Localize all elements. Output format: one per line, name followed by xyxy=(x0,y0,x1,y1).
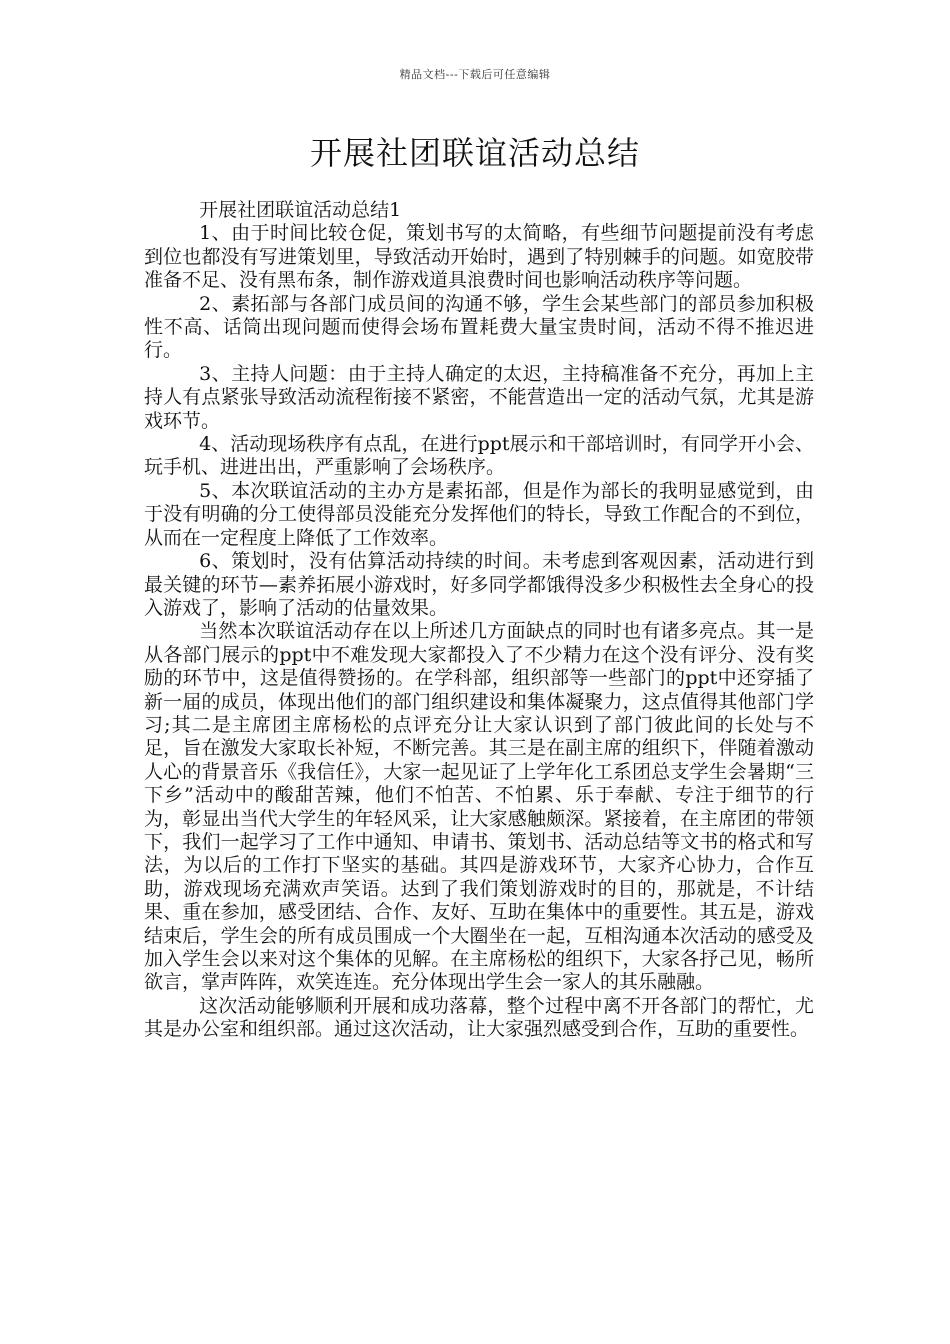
paragraph-point-6: 6、策划时，没有估算活动持续的时间。未考虑到客观因素，活动进行到最关键的环节—素养拓展小游戏时，好多同学都饿得没多少积极性去全身心的投入游戏了，影响了活动的估量效果。 xyxy=(144,550,814,619)
paragraph-point-4: 4、活动现场秩序有点乱，在进行ppt展示和干部培训时，有同学开小会、玩手机、进进出出，严重影响了会场秩序。 xyxy=(144,433,814,479)
paragraph-point-3: 3、主持人问题：由于主持人确定的太迟，主持稿准备不充分，再加上主持人有点紧张导致活动流程衔接不紧密，不能营造出一定的活动气氛，尤其是游戏环节。 xyxy=(144,362,814,432)
paragraph-conclusion: 这次活动能够顺利开展和成功落幕，整个过程中离不开各部门的帮忙，尤其是办公室和组织部。通过这次活动，让大家强烈感受到合作，互助的重要性。 xyxy=(144,994,814,1041)
document-title: 开展社团联谊活动总结 xyxy=(309,134,640,172)
header-note: 精品文档---下载后可任意编辑 xyxy=(399,68,551,81)
paragraph-highlights: 当然本次联谊活动存在以上所述几方面缺点的同时也有诸多亮点。其一是从各部门展示的ppt中不难发现大家都投入了不少精力在这个没有评分、没有奖励的环节中，这是值得赞扬的。在学科部，组织部等一些部门的ppt中还穿插了新一届的成员，体现出他们的部门组织建设和集体凝聚力，这点值得其他部门学习;其二是主席团主席杨松的点评充分让大家认识到了部门彼此间的长处与不足，旨在激发大家取长补短，不断完善。其三是在副主席的组织下，伴随着激动人心的背景音乐《我信任》，大家一起见证了上学年化工系团总支学生会暑期“三下乡”活动中的酸甜苦辣，他们不怕苦、不怕累、乐于奉献、专注于细节的行为，彰显出当代大学生的年轻风采，让大家感触颇深。紧接着，在主席团的带领下，我们一起学习了工作中通知、申请书、策划书、活动总结等文书的格式和写法，为以后的工作打下坚实的基础。其四是游戏环节，大家齐心协力，合作互助，游戏现场充满欢声笑语。达到了我们策划游戏时的目的，那就是，不计结果、重在参加，感受团结、合作、友好、互助在集体中的重要性。其五是，游戏结束后，学生会的所有成员围成一个大圈坐在一起，互相沟通本次活动的感受及加入学生会以来对这个集体的见解。在主席杨松的组织下，大家各抒己见，畅所欲言，掌声阵阵，欢笑连连。充分体现出学生会一家人的其乐融融。 xyxy=(144,620,814,994)
paragraph-point-5: 5、本次联谊活动的主办方是素拓部，但是作为部长的我明显感觉到，由于没有明确的分工使得部员没能充分发挥他们的特长，导致工作配合的不到位，从而在一定程度上降低了工作效率。 xyxy=(144,479,814,549)
paragraph-subtitle: 开展社团联谊活动总结1 xyxy=(199,199,402,221)
document-body xyxy=(144,199,814,1042)
paragraph-point-2: 2、素拓部与各部门成员间的沟通不够，学生会某些部门的部员参加积极性不高、话筒出现问题而使得会场布置耗费大量宝贵时间，活动不得不推迟进行。 xyxy=(144,292,814,362)
paragraph-point-1: 1、由于时间比较仓促，策划书写的太简略，有些细节问题提前没有考虑到位也都没有写进策划里，导致活动开始时，遇到了特别棘手的问题。如宽胶带准备不足、没有黑布条，制作游戏道具浪费时间也影响活动秩序等问题。 xyxy=(144,222,814,292)
